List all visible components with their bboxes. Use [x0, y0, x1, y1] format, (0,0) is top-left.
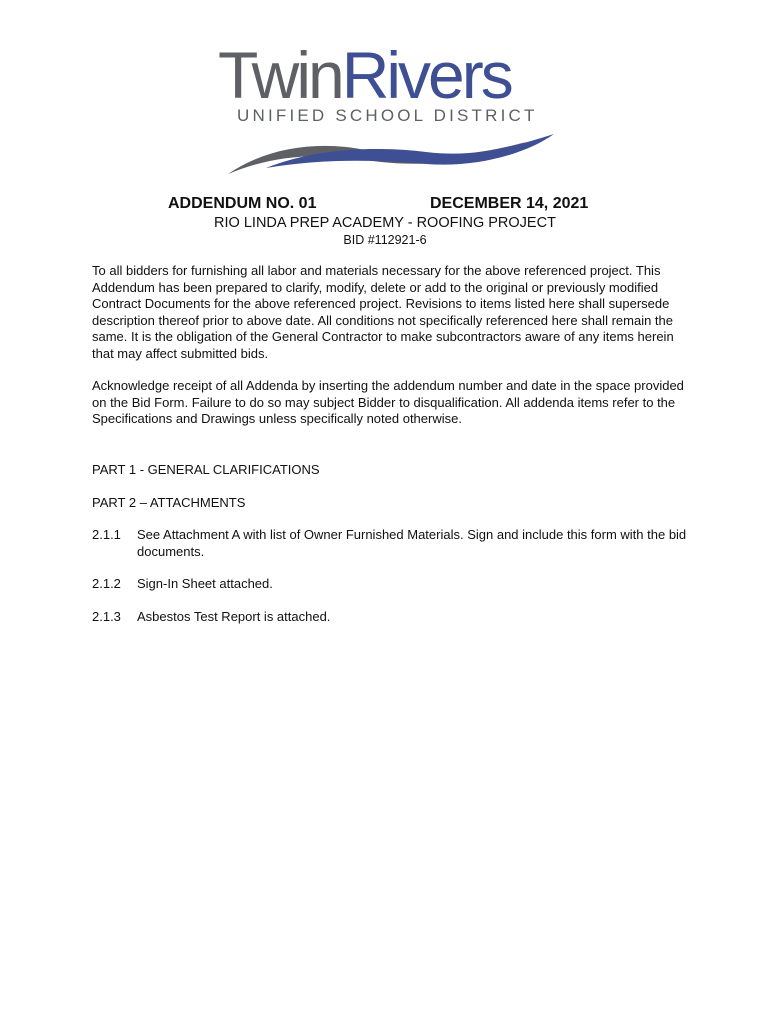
intro-paragraph: To all bidders for furnishing all labor and materials necessary for the above referenced project. This Addendum has been prepared to clarify, modify, delete or add to the original or previously modified Contract Documents for the above referenced project. Revisions to items listed here shall supersede description thereof prior to above date. All conditions not specifically referenced here shall remain the same. It is the obligation of the General Contractor to make subcontractors aware of any items herein that may affect submitted bids.	[92, 263, 674, 361]
acknowledge-paragraph: Acknowledge receipt of all Addenda by inserting the addendum number and date in the space provided on the Bid Form. Failure to do so may subject Bidder to disqualification. All addenda items refer to the Specifications and Drawings unless specifically noted otherwise.	[92, 378, 684, 427]
logo-subtitle: UNIFIED SCHOOL DISTRICT	[237, 106, 538, 125]
logo-waves-icon	[226, 128, 556, 178]
item-number: 2.1.3	[92, 609, 121, 624]
item-text: Sign-In Sheet attached.	[137, 576, 273, 591]
logo-word-rivers: Rivers	[341, 38, 511, 112]
item-number: 2.1.1	[92, 527, 121, 542]
addendum-number: ADDENDUM NO. 01	[168, 195, 317, 212]
item-text: See Attachment A with list of Owner Furnished Materials. Sign and include this form with the bid documents.	[137, 527, 687, 559]
project-title: RIO LINDA PREP ACADEMY - ROOFING PROJECT	[214, 215, 556, 231]
part-2-heading: PART 2 – ATTACHMENTS	[92, 495, 246, 510]
logo-wordmark	[218, 40, 511, 110]
district-logo	[218, 40, 558, 180]
bid-number: BID #112921-6	[343, 233, 427, 247]
header-row	[0, 195, 770, 217]
part-1-heading: PART 1 - GENERAL CLARIFICATIONS	[92, 462, 320, 477]
logo-word-twin: Twin	[218, 38, 342, 112]
addendum-date: DECEMBER 14, 2021	[430, 195, 589, 212]
item-text: Asbestos Test Report is attached.	[137, 609, 331, 624]
item-number: 2.1.2	[92, 576, 121, 591]
